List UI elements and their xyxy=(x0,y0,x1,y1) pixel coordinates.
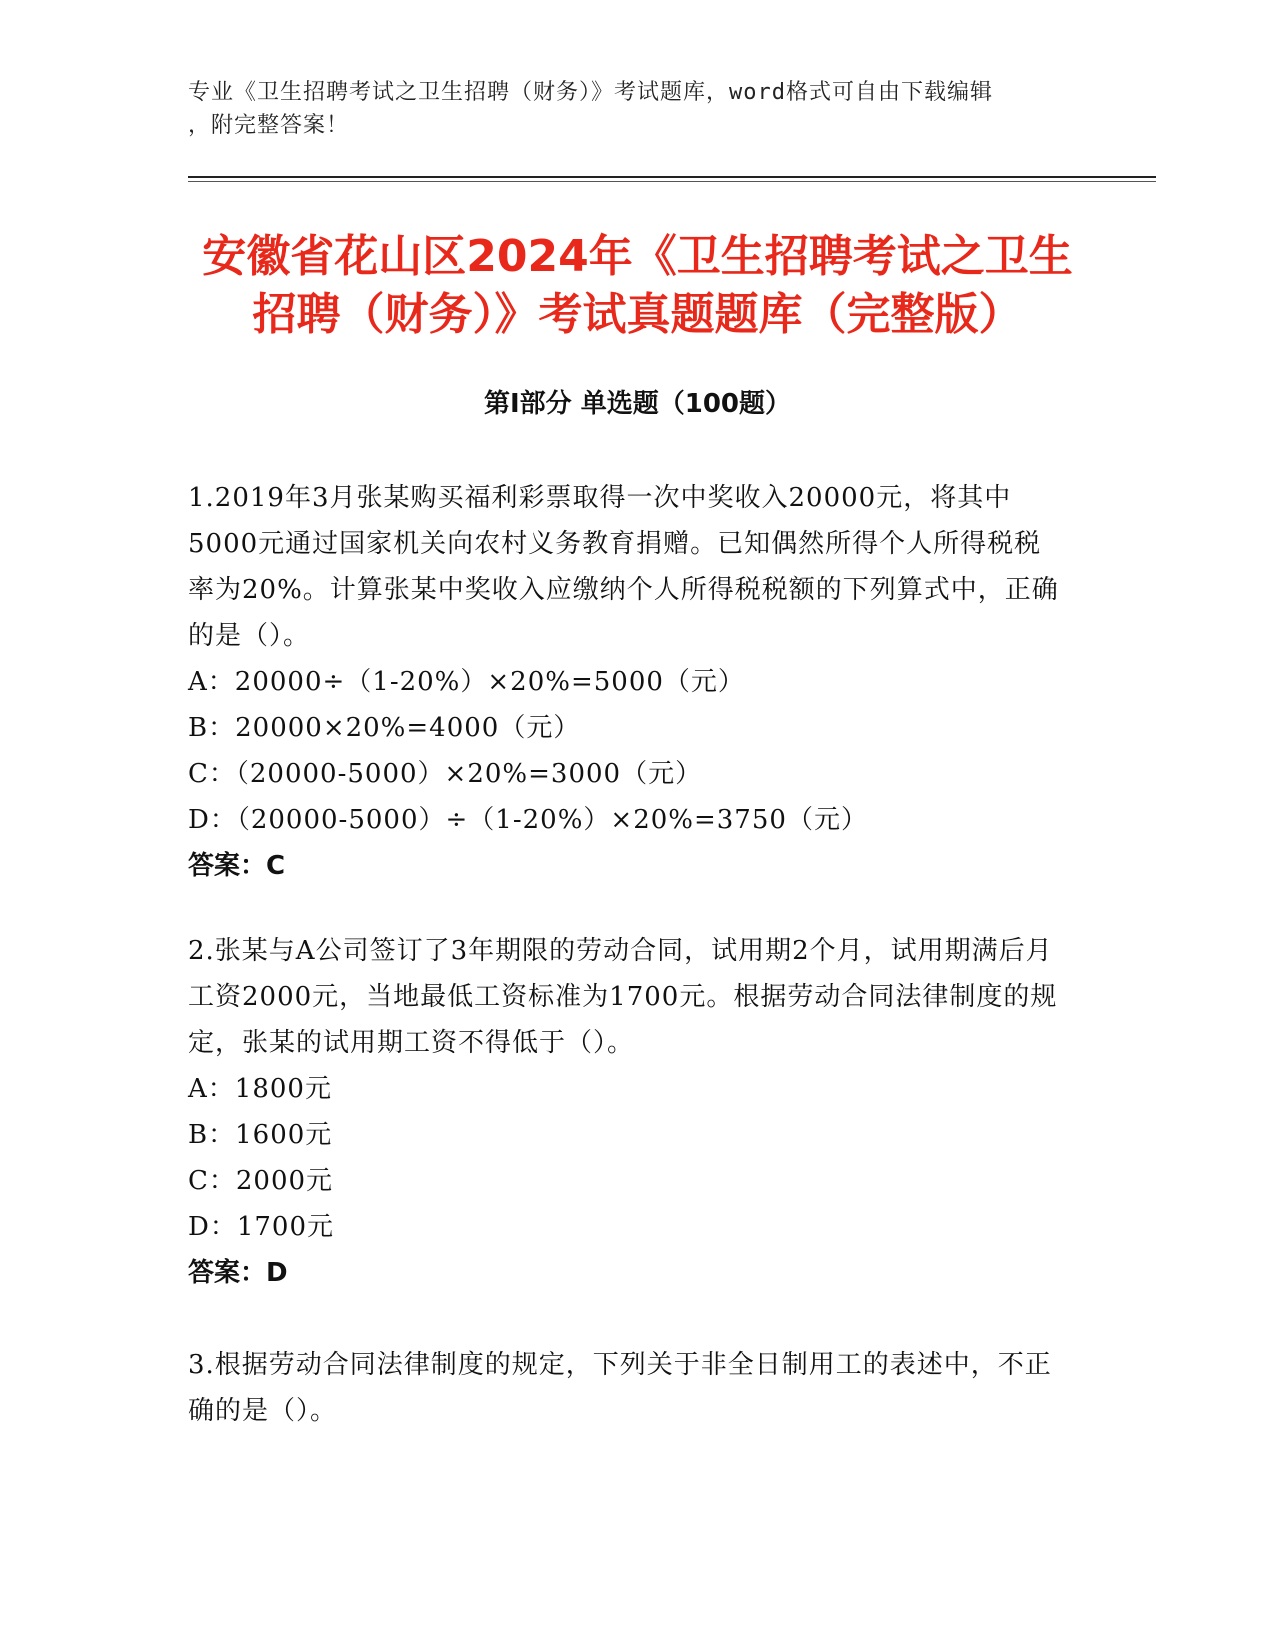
question-option-b: B：20000×20%=4000（元） xyxy=(188,713,581,743)
question-option-c: C：（20000-5000）×20%=3000（元） xyxy=(188,759,703,789)
question-item xyxy=(188,1342,1068,1434)
question-option-d: D：（20000-5000）÷（1-20%）×20%=3750（元） xyxy=(188,805,868,835)
question-text: 2.张某与A公司签订了3年期限的劳动合同，试用期2个月，试用期满后月工资2000元，当地最低工资标准为1700元。根据劳动合同法律制度的规定，张某的试用期工资不得低于（）。 xyxy=(188,936,1058,1058)
question-answer: 答案：C xyxy=(188,851,286,881)
question-option-d: D：1700元 xyxy=(188,1212,335,1242)
header-note xyxy=(188,76,1068,142)
section-title: 第Ⅰ部分 单选题（100题） xyxy=(484,389,791,419)
question-text: 1.2019年3月张某购买福利彩票取得一次中奖收入20000元，将其中5000元通过国家机关向农村义务教育捐赠。已知偶然所得个人所得税税率为20%。计算张某中奖收入应缴纳个人所得税税额的下列算式中，正确的是（）。 xyxy=(188,483,1059,651)
question-option-a: A：20000÷（1-20%）×20%=5000（元） xyxy=(188,667,745,697)
question-answer: 答案：D xyxy=(188,1258,288,1288)
question-option-a: A：1800元 xyxy=(188,1074,332,1104)
question-option-b: B：1600元 xyxy=(188,1120,333,1150)
header-note-line-1: 专业《卫生招聘考试之卫生招聘（财务）》考试题库，word格式可自由下载编辑 xyxy=(188,80,993,105)
question-item xyxy=(188,475,1068,889)
document-title xyxy=(185,228,1090,344)
header-note-line-2: ，附完整答案！ xyxy=(188,113,350,138)
document-title-line-2: 招聘（财务）》考试真题题库（完整版） xyxy=(252,289,1023,340)
header-divider-thick xyxy=(188,176,1156,178)
header-divider-thin xyxy=(188,181,1156,182)
question-item xyxy=(188,928,1068,1296)
document-title-line-1: 安徽省花山区2024年《卫生招聘考试之卫生 xyxy=(202,231,1073,282)
question-text: 3.根据劳动合同法律制度的规定，下列关于非全日制用工的表述中，不正确的是（）。 xyxy=(188,1350,1052,1426)
question-option-c: C：2000元 xyxy=(188,1166,334,1196)
